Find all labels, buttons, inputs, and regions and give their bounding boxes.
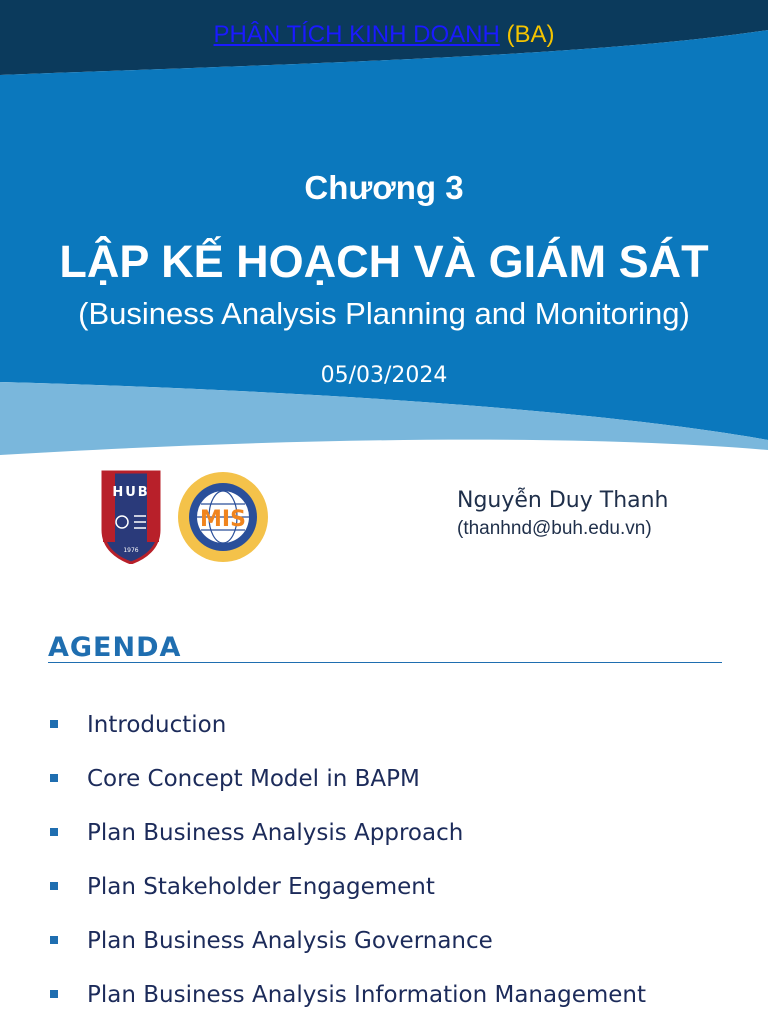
- slide-title: LẬP KẾ HOẠCH VÀ GIÁM SÁT: [59, 236, 709, 287]
- agenda-item-label: Core Concept Model in BAPM: [87, 766, 420, 792]
- agenda-item: [0, 870, 768, 910]
- course-abbr: (BA): [506, 21, 555, 48]
- agenda-item: [0, 816, 768, 856]
- title-banner: [0, 0, 768, 460]
- square-bullet-icon: [50, 774, 58, 782]
- agenda-item-label: Plan Business Analysis Information Management: [87, 982, 647, 1008]
- agenda-heading: AGENDA: [48, 632, 182, 663]
- square-bullet-icon: [50, 828, 58, 836]
- agenda-item-label: Introduction: [87, 712, 227, 738]
- hub-logo-letters: HUB: [112, 485, 150, 500]
- hub-logo-year: 1976: [123, 547, 139, 554]
- course-link[interactable]: PHÂN TÍCH KINH DOANH: [213, 21, 500, 48]
- author-name: Nguyễn Duy Thanh: [457, 488, 669, 513]
- agenda-item: [0, 978, 768, 1018]
- hub-logo: [100, 470, 162, 564]
- agenda-item: [0, 762, 768, 802]
- banner-background: [0, 0, 768, 460]
- square-bullet-icon: [50, 936, 58, 944]
- agenda-item-label: Plan Business Analysis Governance: [87, 928, 493, 954]
- agenda-item: [0, 924, 768, 964]
- agenda-item: [0, 708, 768, 748]
- agenda-divider: [48, 662, 722, 663]
- square-bullet-icon: [50, 882, 58, 890]
- mis-logo: [176, 470, 270, 564]
- author-email: (thanhnd@buh.edu.vn): [457, 518, 652, 539]
- chapter-label: Chương 3: [304, 169, 464, 206]
- square-bullet-icon: [50, 720, 58, 728]
- agenda-item-label: Plan Business Analysis Approach: [87, 820, 464, 846]
- slide-date: 05/03/2024: [320, 363, 448, 388]
- mis-logo-mark: MIS: [200, 507, 246, 532]
- agenda-item-label: Plan Stakeholder Engagement: [87, 874, 435, 900]
- course-header: [0, 20, 768, 50]
- square-bullet-icon: [50, 990, 58, 998]
- slide-subtitle: (Business Analysis Planning and Monitoring): [78, 296, 690, 331]
